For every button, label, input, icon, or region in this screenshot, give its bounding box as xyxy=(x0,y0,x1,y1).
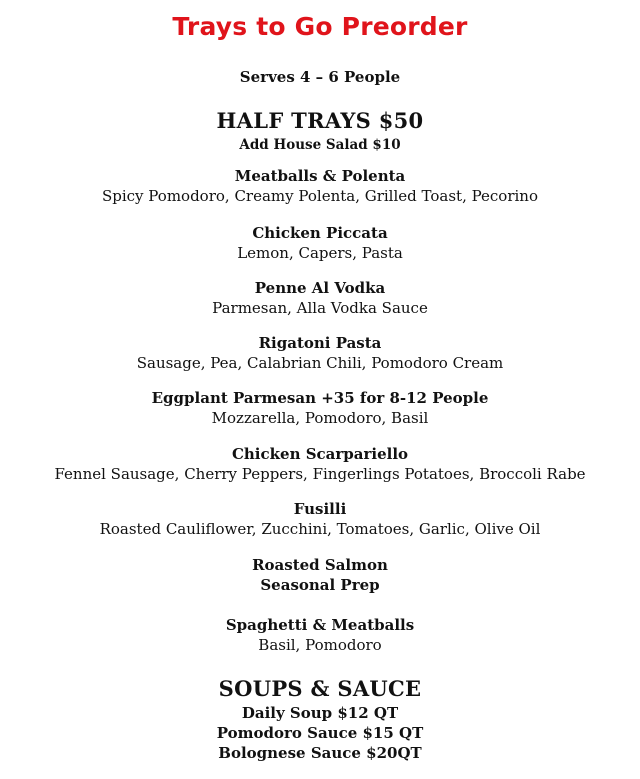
menu-item xyxy=(0,444,640,484)
menu-item-name: Eggplant Parmesan +35 for 8-12 People xyxy=(151,389,489,407)
soup-price-line: Pomodoro Sauce $15 QT xyxy=(216,724,424,742)
menu-item-name: Penne Al Vodka xyxy=(254,279,386,297)
menu-title: Trays to Go Preorder xyxy=(172,12,468,41)
menu-item-name: Rigatoni Pasta xyxy=(258,334,382,352)
half-trays-heading: HALF TRAYS $50 xyxy=(216,108,424,133)
menu-item xyxy=(0,615,640,655)
add-salad-note: Add House Salad $10 xyxy=(239,137,401,153)
menu-item xyxy=(0,166,640,206)
soups-heading: SOUPS & SAUCE xyxy=(218,676,422,701)
soup-price-line: Bolognese Sauce $20QT xyxy=(218,744,422,762)
menu-item-description: Spicy Pomodoro, Creamy Polenta, Grilled Toast, Pecorino xyxy=(101,187,538,205)
menu-item xyxy=(0,499,640,539)
menu-item-description: Mozzarella, Pomodoro, Basil xyxy=(211,409,429,427)
menu-item-description: Basil, Pomodoro xyxy=(258,636,382,654)
menu-item xyxy=(0,278,640,318)
menu-item-name: Meatballs & Polenta xyxy=(234,167,406,185)
menu-item-description: Seasonal Prep xyxy=(260,576,380,594)
menu-item-description: Roasted Cauliflower, Zucchini, Tomatoes, Garlic, Olive Oil xyxy=(99,520,541,538)
menu-item xyxy=(0,388,640,428)
menu-item xyxy=(0,223,640,263)
menu-item xyxy=(0,555,640,595)
menu-item-name: Fusilli xyxy=(293,500,347,518)
serves-note: Serves 4 – 6 People xyxy=(239,68,401,86)
menu-item xyxy=(0,333,640,373)
soup-price-line: Daily Soup $12 QT xyxy=(241,704,399,722)
menu-item-name: Spaghetti & Meatballs xyxy=(225,616,415,634)
menu-item-name: Roasted Salmon xyxy=(252,556,388,574)
menu-item-description: Lemon, Capers, Pasta xyxy=(237,244,403,262)
menu-item-name: Chicken Piccata xyxy=(252,224,388,242)
menu-item-name: Chicken Scarpariello xyxy=(231,445,409,463)
menu-item-description: Parmesan, Alla Vodka Sauce xyxy=(212,299,428,317)
menu-item-description: Sausage, Pea, Calabrian Chili, Pomodoro Cream xyxy=(136,354,504,372)
menu-item-description: Fennel Sausage, Cherry Peppers, Fingerlings Potatoes, Broccoli Rabe xyxy=(54,465,586,483)
